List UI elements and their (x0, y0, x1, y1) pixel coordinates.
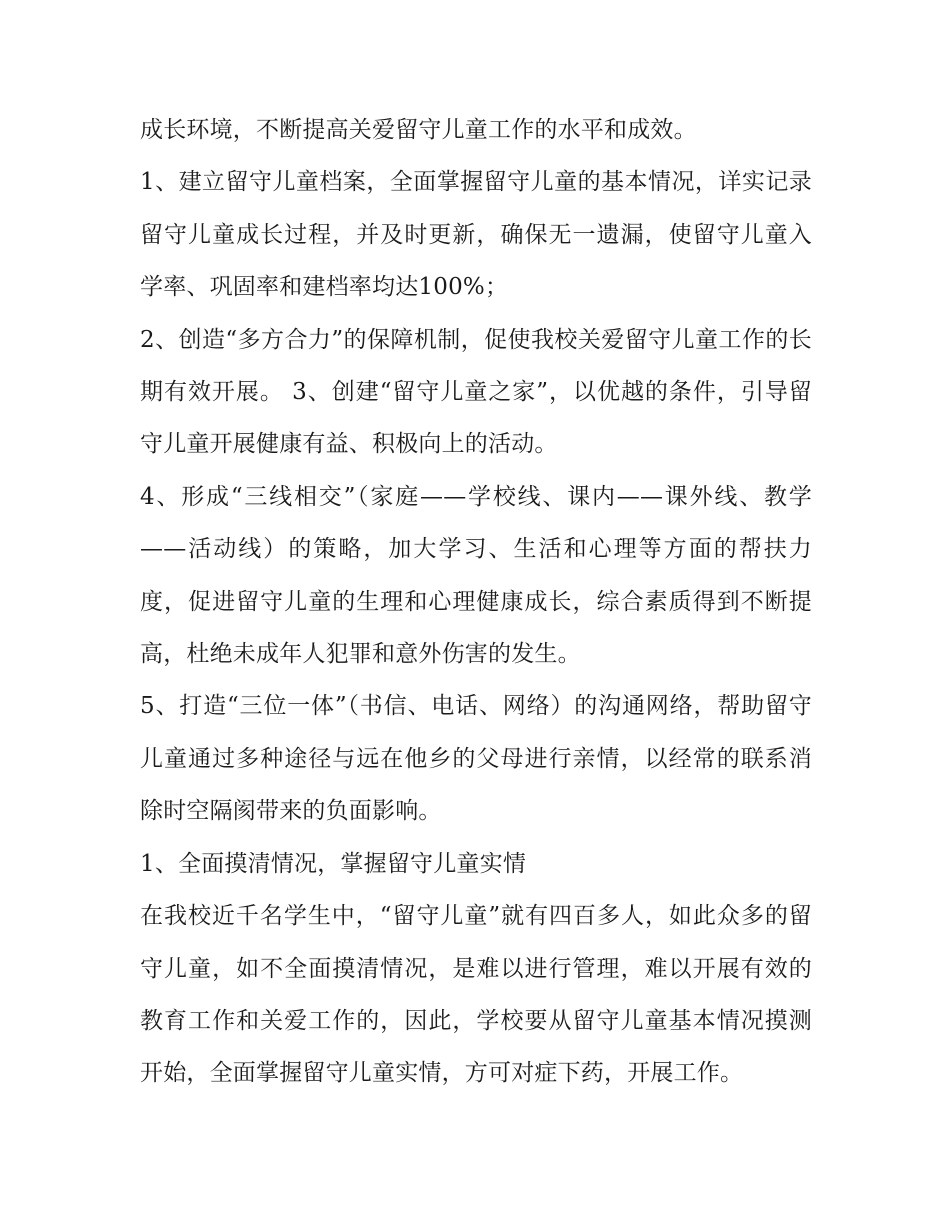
paragraph-item-1-archive: 1、建立留守儿童档案，全面掌握留守儿童的基本情况，详实记录留守儿童成长过程，并及时更新，确保无一遗漏，使留守儿童入学率、巩固率和建档率均达100%； (140, 169, 812, 301)
paragraph-item-5-network: 5、打造“三位一体”（书信、电话、网络）的沟通网络，帮助留守儿童通过多种途径与远在他乡的父母进行亲情，以经常的联系消除时空隔阂带来的负面影响。 (140, 693, 812, 825)
paragraph-body: 在我校近千名学生中，“留守儿童”就有四百多人，如此众多的留守儿童，如不全面摸清情况，是难以进行管理，难以开展有效的教育工作和关爱工作的，因此，学校要从留守儿童基本情况摸测开始，全面掌握留守儿童实情，方可对症下药，开展工作。 (140, 903, 812, 1087)
document-page (140, 104, 812, 1100)
section-heading: 1、全面摸清情况，掌握留守儿童实情 (140, 850, 527, 877)
paragraph-item-4-strategy: 4、形成“三线相交”（家庭——学校线、课内——课外线、教学——活动线）的策略，加大学习、生活和心理等方面的帮扶力度，促进留守儿童的生理和心理健康成长，综合素质得到不断提高，杜绝未成年人犯罪和意外伤害的发生。 (140, 483, 812, 668)
paragraph-item-2-3-mechanism: 2、创造“多方合力”的保障机制，促使我校关爱留守儿童工作的长期有效开展。 3、创建“留守儿童之家”，以优越的条件，引导留守儿童开展健康有益、积极向上的活动。 (140, 326, 812, 458)
paragraph-continuation: 成长环境，不断提高关爱留守儿童工作的水平和成效。 (140, 117, 697, 143)
